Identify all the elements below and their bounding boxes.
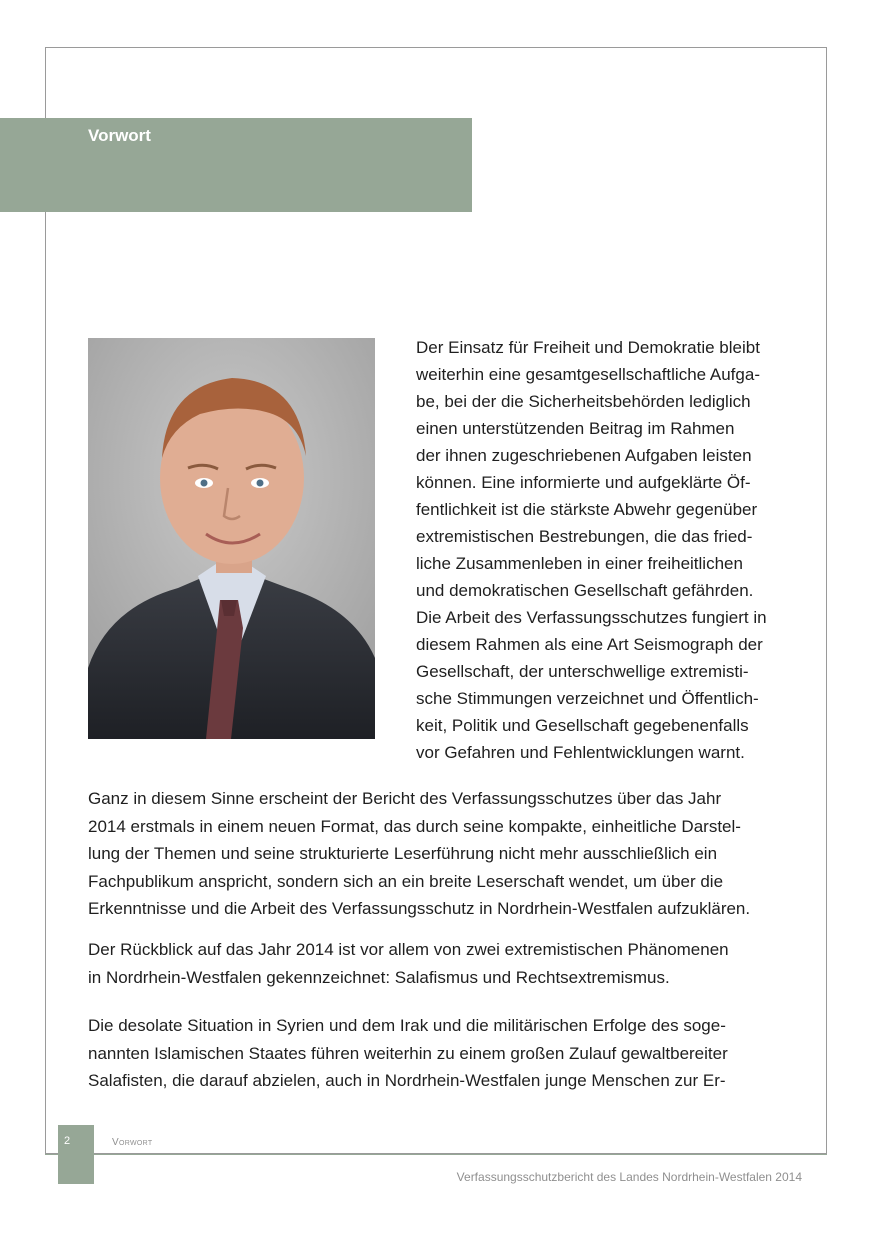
text-line: lung der Themen und seine strukturierte Leserführung nicht mehr ausschließlich ein: [88, 844, 718, 863]
text-line: Die desolate Situation in Syrien und dem Irak und die militärischen Erfolge des soge-: [88, 1016, 726, 1035]
text-line: können. Eine informierte und aufgeklärte Öf-: [416, 473, 751, 492]
portrait-photo: [88, 338, 375, 739]
text-line: liche Zusammenleben in einer freiheitlichen: [416, 554, 743, 573]
paragraph-report-format: [88, 785, 808, 923]
paragraph-review-2014: [88, 936, 808, 991]
text-line: fentlichkeit ist die stärkste Abwehr gegenüber: [416, 500, 758, 519]
text-line: in Nordrhein-Westfalen gekennzeichnet: Salafismus und Rechtsextremismus.: [88, 967, 670, 987]
text-line: Fachpublikum anspricht, sondern sich an ein breite Leserschaft wendet, um über die: [88, 871, 724, 891]
running-head: Vorwort: [112, 1137, 153, 1148]
text-line: Ganz in diesem Sinne erscheint der Bericht des Verfassungsschutzes über das Jahr: [88, 789, 722, 808]
section-header-band: [0, 118, 472, 212]
text-line: Salafisten, die darauf abzielen, auch in Nordrhein-Westfalen junge Menschen zur Er-: [88, 1071, 726, 1090]
text-line: Gesellschaft, der unterschwellige extremisti-: [416, 662, 749, 681]
section-title: Vorwort: [88, 126, 151, 145]
footer-divider: [45, 1154, 827, 1155]
text-line: vor Gefahren und Fehlentwicklungen warnt.: [416, 743, 745, 762]
text-line: diesem Rahmen als eine Art Seismograph der: [416, 635, 763, 654]
text-line: einen unterstützenden Beitrag im Rahmen: [416, 419, 735, 438]
report-title: Verfassungsschutzbericht des Landes Nordrhein-Westfalen 2014: [456, 1170, 802, 1184]
text-line: keit, Politik und Gesellschaft gegebenenfalls: [416, 716, 749, 735]
text-line: weiterhin eine gesamtgesellschaftliche Aufga-: [416, 365, 760, 384]
page-number: 2: [64, 1135, 71, 1147]
text-line: 2014 erstmals in einem neuen Format, das durch seine kompakte, einheitliche Darstel-: [88, 816, 741, 836]
text-line: nannten Islamischen Staates führen weiterhin zu einem großen Zulauf gewaltbereiter: [88, 1043, 728, 1063]
text-line: Der Einsatz für Freiheit und Demokratie bleibt: [416, 338, 760, 357]
text-line: Die Arbeit des Verfassungsschutzes fungiert in: [416, 608, 767, 627]
text-line: und demokratischen Gesellschaft gefährden.: [416, 581, 754, 600]
text-line: der ihnen zugeschriebenen Aufgaben leisten: [416, 446, 752, 465]
paragraph-syria-iraq: [88, 1012, 808, 1095]
intro-column-text: [416, 334, 808, 766]
text-line: extremistischen Bestrebungen, die das fried-: [416, 527, 753, 546]
text-line: Der Rückblick auf das Jahr 2014 ist vor allem von zwei extremistischen Phänomenen: [88, 940, 729, 959]
text-line: sche Stimmungen verzeichnet und Öffentlich-: [416, 689, 759, 708]
text-line: Erkenntnisse und die Arbeit des Verfassungsschutz in Nordrhein-Westfalen aufzuklären.: [88, 899, 751, 918]
text-line: be, bei der die Sicherheitsbehörden lediglich: [416, 392, 751, 411]
